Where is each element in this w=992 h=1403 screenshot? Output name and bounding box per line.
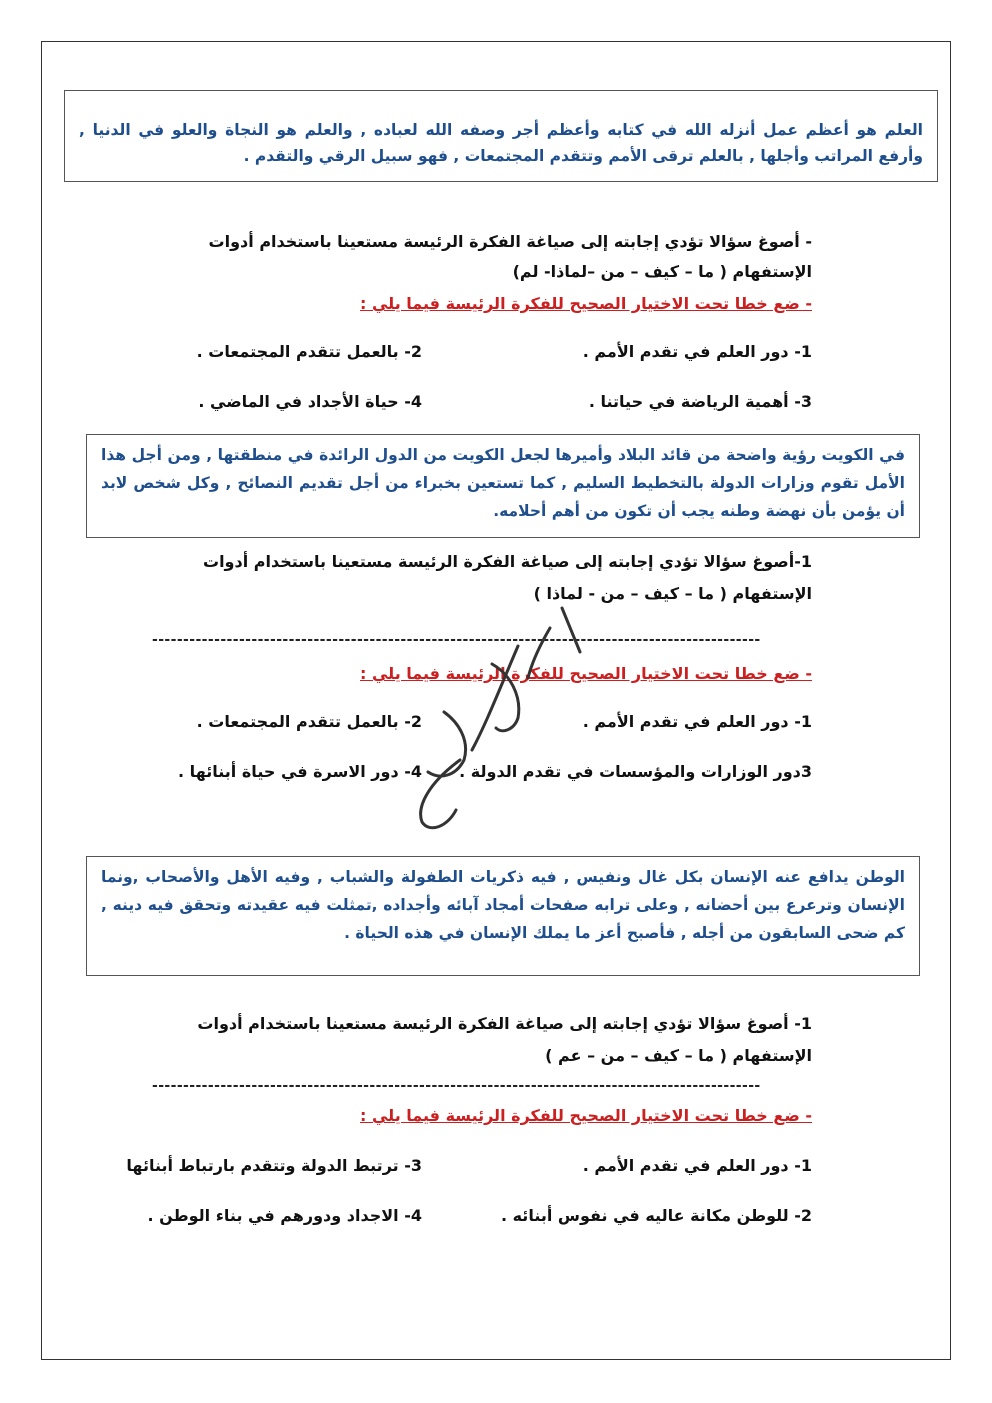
passage-1: العلم هو أعظم عمل أنزله الله في كتابه وأعظم أجر وصفه الله لعباده , والعلم هو النجاة والعلو في الدنيا , وأرفع المراتب وأجلها , بالعلم ترقى الأمم وتتقدم المجتمعات , فهو سبيل الرقي والتقدم . <box>64 90 938 182</box>
passage-3: الوطن يدافع عنه الإنسان بكل غال ونفيس , فيه ذكريات الطفولة والشباب , وفيه الأهل والأصحاب ,ونما الإنسان وترعرع بين أحضانه , وعلى ترابه صفحات أمجاد آبائه وأجداده ,تمثلت فيه عقيدته وتحقق فيه دينه , كم ضحى السابقون من أجله , فأصبح أعز ما يملك الإنسان في هذه الحياة . <box>86 856 920 976</box>
signature-stroke <box>528 628 550 678</box>
option-2: 2- بالعمل تتقدم المجتمعات . <box>196 712 422 731</box>
question-3-line-1: 1- أصوغ سؤالا تؤدي إجابته إلى صياغة الفكرة الرئيسة مستعينا باستخدام أدوات <box>197 1014 812 1033</box>
instruction-underline: - ضع خطا تحت الاختيار الصحيح للفكرة الرئيسة فيما يلي : <box>360 1106 812 1125</box>
instruction-underline: - ضع خطا تحت الاختيار الصحيح للفكرة الرئيسة فيما يلي : <box>360 294 812 313</box>
handwritten-signature <box>400 600 600 840</box>
option-4: 4- دور الاسرة في حياة أبنائها . <box>178 762 422 781</box>
signature-stroke <box>472 646 518 750</box>
answer-line: -------------------------------------------------------------------------------------------------- <box>152 632 761 648</box>
signature-text: أ/ رباب <box>494 749 500 751</box>
option-3: 3- ترتبط الدولة وتتقدم بارتباط أبنائها <box>126 1156 422 1175</box>
signature-stroke <box>562 608 580 652</box>
signature-stroke <box>428 712 466 776</box>
option-2: 2- للوطن مكانة عاليه في نفوس أبنائه . <box>500 1206 812 1225</box>
passage-2: في الكويت رؤية واضحة من قائد البلاد وأميرها لجعل الكويت من الدول الرائدة في منطقتها , ومن أجل هذا الأمل تقوم وزارات الدولة بالتخطيط السليم , كما تستعين بخبراء من أجل تقديم النصائح , وكل شخص لابد أن يؤمن بأن نهضة وطنه يجب أن تكون من أهم أحلامه. <box>86 434 920 538</box>
question-1-line-1: - أصوغ سؤالا تؤدي إجابته إلى صياغة الفكرة الرئيسة مستعينا باستخدام أدوات <box>208 232 812 251</box>
option-1: 1- دور العلم في تقدم الأمم . <box>582 342 812 361</box>
instruction-underline: - ضع خطا تحت الاختيار الصحيح للفكرة الرئيسة فيما يلي : <box>360 664 812 683</box>
option-1: 1- دور العلم في تقدم الأمم . <box>582 1156 812 1175</box>
option-2: 2- بالعمل تتقدم المجتمعات . <box>196 342 422 361</box>
option-3: 3- أهمية الرياضة في حياتنا . <box>588 392 812 411</box>
option-4: 4- الاجداد ودورهم في بناء الوطن . <box>147 1206 422 1225</box>
option-4: 4- حياة الأجداد في الماضي . <box>198 392 422 411</box>
question-1-line-2: الإستفهام ( ما – كيف – من –لماذا- لم) <box>512 262 812 281</box>
question-2-line-2: الإستفهام ( ما – كيف – من - لماذا ) <box>533 584 812 603</box>
question-3-line-2: الإستفهام ( ما – كيف – من – عم ) <box>545 1046 812 1065</box>
option-1: 1- دور العلم في تقدم الأمم . <box>582 712 812 731</box>
question-2-line-1: 1-أصوغ سؤالا تؤدي إجابته إلى صياغة الفكرة الرئيسة مستعينا باستخدام أدوات <box>202 552 812 571</box>
answer-line: -------------------------------------------------------------------------------------------------- <box>152 1078 761 1094</box>
option-3: 3دور الوزارات والمؤسسات في تقدم الدولة . <box>459 762 812 781</box>
